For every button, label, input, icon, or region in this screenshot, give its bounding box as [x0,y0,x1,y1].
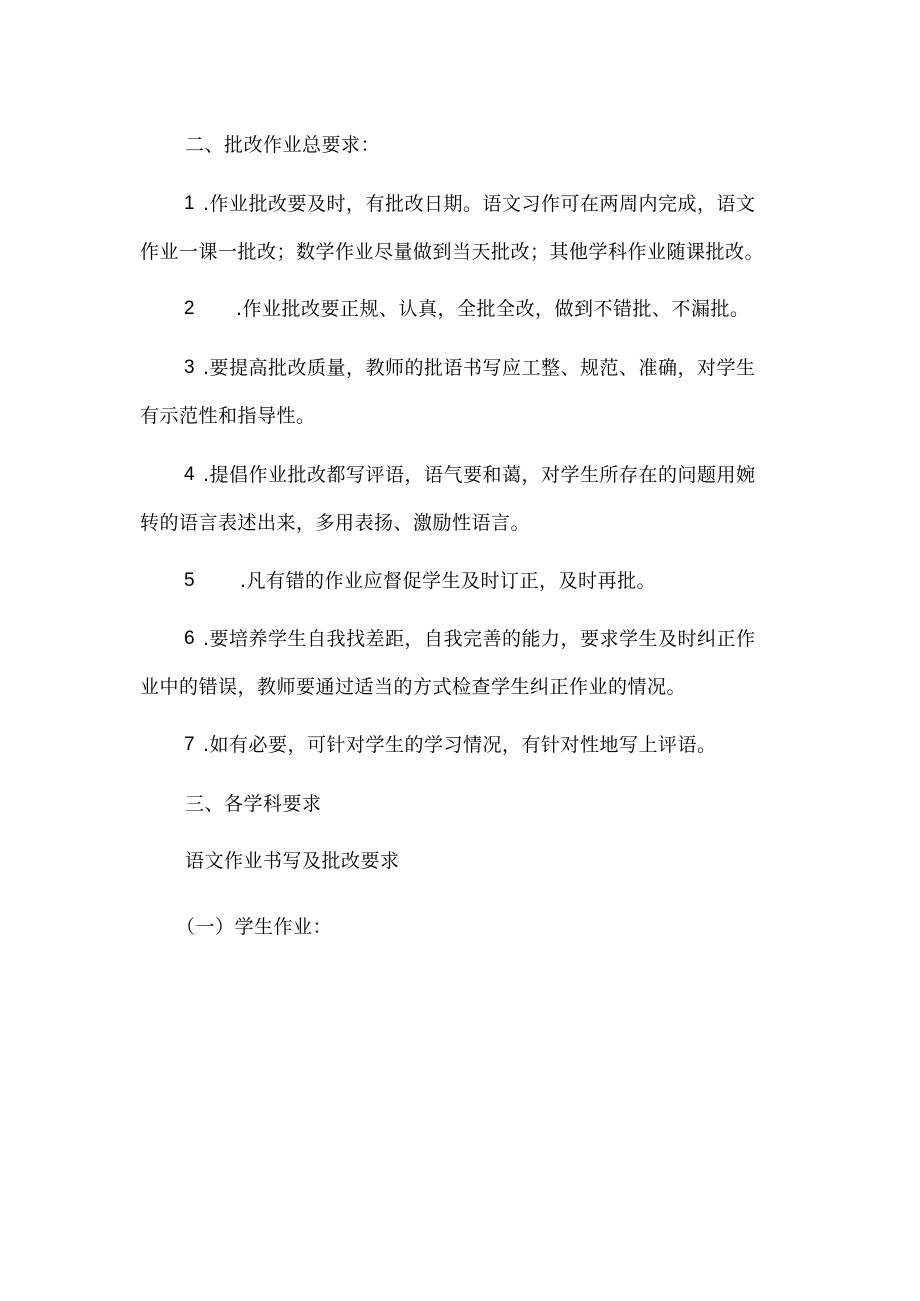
item-number: 3 [184,357,195,378]
item-text-continued: 作业一课一批改；数学作业尽量做到当天批改；其他学科作业随课批改。 [140,241,765,263]
item-text: .如有必要，可针对学生的学习情况，有针对性地写上评语。 [203,734,717,756]
item-text: .作业批改要正规、认真，全批全改，做到不错批、不漏批。 [236,298,750,320]
item-text: .作业批改要及时，有批改日期。语文习作可在两周内完成，语文 [203,193,756,215]
item-text-continued: 有示范性和指导性。 [140,405,316,427]
section-heading-3: 三、各学科要求 [185,793,322,815]
item-text: .凡有错的作业应督促学生及时订正，及时再批。 [240,570,657,592]
item-text: .要培养学生自我找差距，自我完善的能力，要求学生及时纠正作 [203,628,756,650]
item-number: 2 [184,298,195,319]
item-text-continued: 转的语言表述出来，多用表扬、激励性语言。 [140,512,531,534]
subsection-heading: （一）学生作业： [176,916,333,938]
item-text: .提倡作业批改都写评语，语气要和蔼，对学生所存在的问题用婉 [203,464,756,486]
section-heading-2: 二、批改作业总要求： [185,134,381,156]
item-number: 1 [184,193,195,214]
item-number: 7 [184,734,195,755]
item-number: 6 [184,628,195,649]
item-number: 4 [184,464,195,485]
subject-heading: 语文作业书写及批改要求 [185,850,400,872]
item-number: 5 [184,570,195,591]
item-text: .要提高批改质量，教师的批语书写应工整、规范、准确，对学生 [203,357,756,379]
item-text-continued: 业中的错误，教师要通过适当的方式检查学生纠正作业的情况。 [140,676,687,698]
